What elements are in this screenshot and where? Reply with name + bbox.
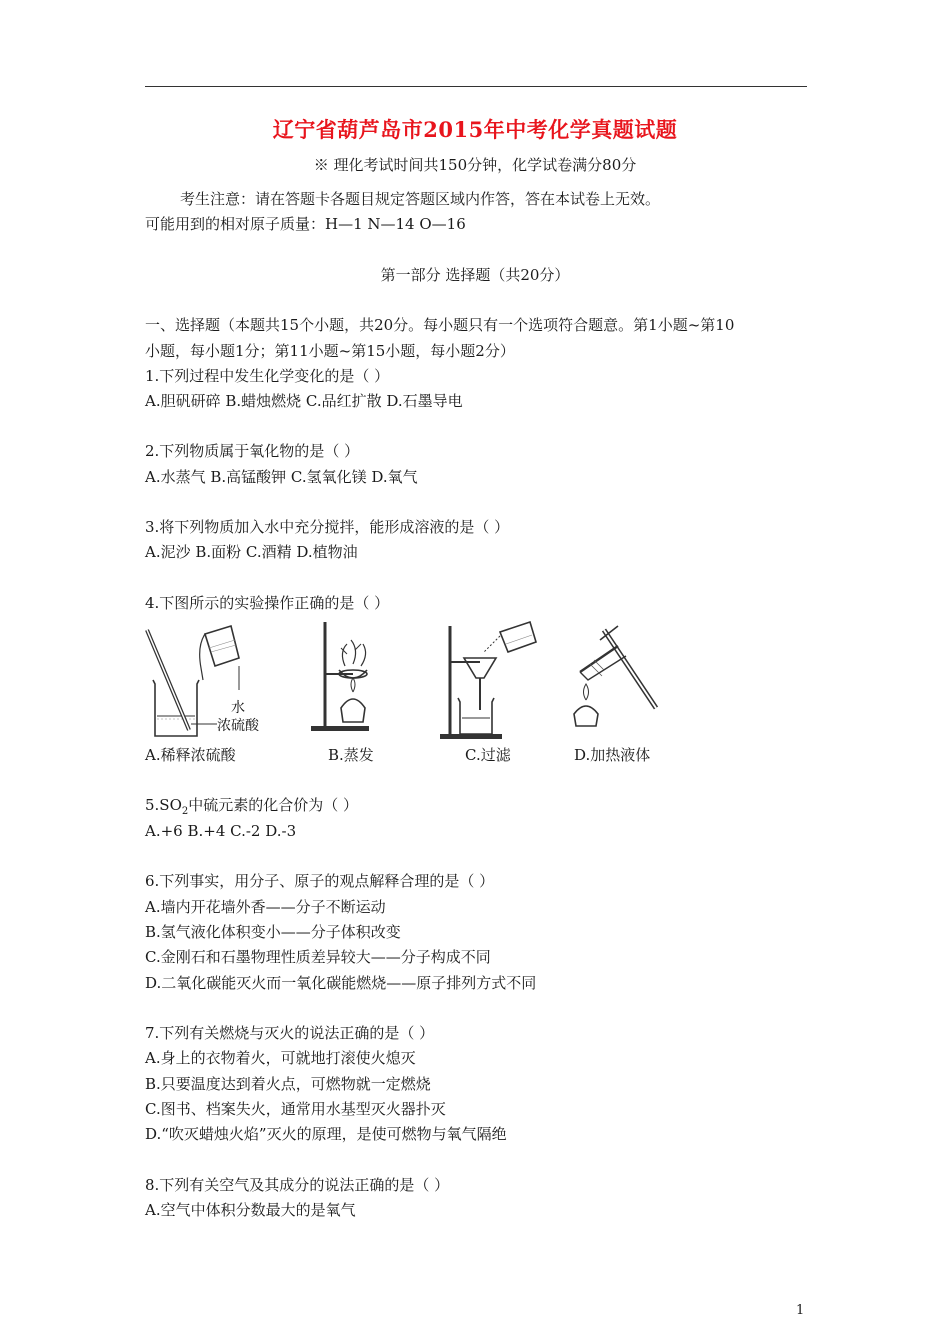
q5-stem-pre: 5.SO [145, 796, 182, 814]
figure-dilute-acid [145, 618, 275, 740]
instruction-line-2: 小题，每小题1分；第11小题~第15小题，每小题2分） [145, 342, 515, 360]
instruction-line-1: 一、选择题（本题共15个小题，共20分。每小题只有一个选项符合题意。第1小题~第10 [145, 316, 735, 334]
q6-option-a: A.墙内开花墙外香——分子不断运动 [145, 898, 386, 916]
q5-stem-post: 中硫元素的化合价为（ ） [188, 796, 359, 814]
page-title: 辽宁省葫芦岛市2015年中考化学真题试题 [272, 117, 678, 142]
figure-caption-b: B.蒸发 [328, 746, 374, 764]
q7-option-b: B.只要温度达到着火点，可燃物就一定燃烧 [145, 1075, 431, 1093]
q5-stem-sub: 2 [181, 806, 189, 817]
figure-filtration [438, 618, 542, 740]
q8-stem: 8.下列有关空气及其成分的说法正确的是（ ） [145, 1176, 450, 1194]
q5-stem [145, 796, 358, 821]
figure-label-water: 水 [231, 699, 245, 715]
q8-option-a: A.空气中体积分数最大的是氧气 [145, 1201, 356, 1219]
figure-caption-d: D.加热液体 [574, 746, 651, 764]
q7-stem: 7.下列有关燃烧与灭火的说法正确的是（ ） [145, 1024, 435, 1042]
q7-option-d: D.“吹灭蜡烛火焰”灭火的原理，是使可燃物与氧气隔绝 [145, 1125, 507, 1143]
q7-option-c: C.图书、档案失火，通常用水基型灭火器扑灭 [145, 1100, 446, 1118]
figure-heating-liquid [560, 618, 668, 734]
notice: 考生注意：请在答题卡各题目规定答题区域内作答，答在本试卷上无效。 [180, 190, 661, 208]
q4-stem: 4.下图所示的实验操作正确的是（ ） [145, 594, 390, 612]
page-number: 1 [796, 1303, 805, 1318]
q2-options: A.水蒸气 B.高锰酸钾 C.氢氧化镁 D.氧气 [145, 468, 418, 486]
exam-note: ※ 理化考试时间共150分钟，化学试卷满分80分 [313, 156, 637, 174]
header-rule [145, 86, 807, 87]
q3-options: A.泥沙 B.面粉 C.酒精 D.植物油 [145, 543, 358, 561]
figure-evaporation [305, 618, 385, 734]
q1-stem: 1.下列过程中发生化学变化的是（ ） [145, 367, 390, 385]
q5-options: A.+6 B.+4 C.-2 D.-3 [145, 822, 297, 840]
q2-stem: 2.下列物质属于氧化物的是（ ） [145, 442, 360, 460]
atomic-mass: 可能用到的相对原子质量：H—1 N—14 O—16 [145, 215, 466, 233]
section-title: 第一部分 选择题（共20分） [380, 266, 570, 284]
q6-option-b: B.氢气液化体积变小——分子体积改变 [145, 923, 401, 941]
figure-caption-a: A.稀释浓硫酸 [145, 746, 236, 764]
figure-caption-c: C.过滤 [465, 746, 511, 764]
q7-option-a: A.身上的衣物着火，可就地打滚使火熄灭 [145, 1049, 416, 1067]
q1-options: A.胆矾研碎 B.蜡烛燃烧 C.品红扩散 D.石墨导电 [145, 392, 463, 410]
q6-option-c: C.金刚石和石墨物理性质差异较大——分子构成不同 [145, 948, 491, 966]
q6-option-d: D.二氧化碳能灭火而一氧化碳能燃烧——原子排列方式不同 [145, 974, 537, 992]
q3-stem: 3.将下列物质加入水中充分搅拌，能形成溶液的是（ ） [145, 518, 510, 536]
q6-stem: 6.下列事实，用分子、原子的观点解释合理的是（ ） [145, 872, 495, 890]
figure-label-acid: 浓硫酸 [217, 717, 259, 733]
